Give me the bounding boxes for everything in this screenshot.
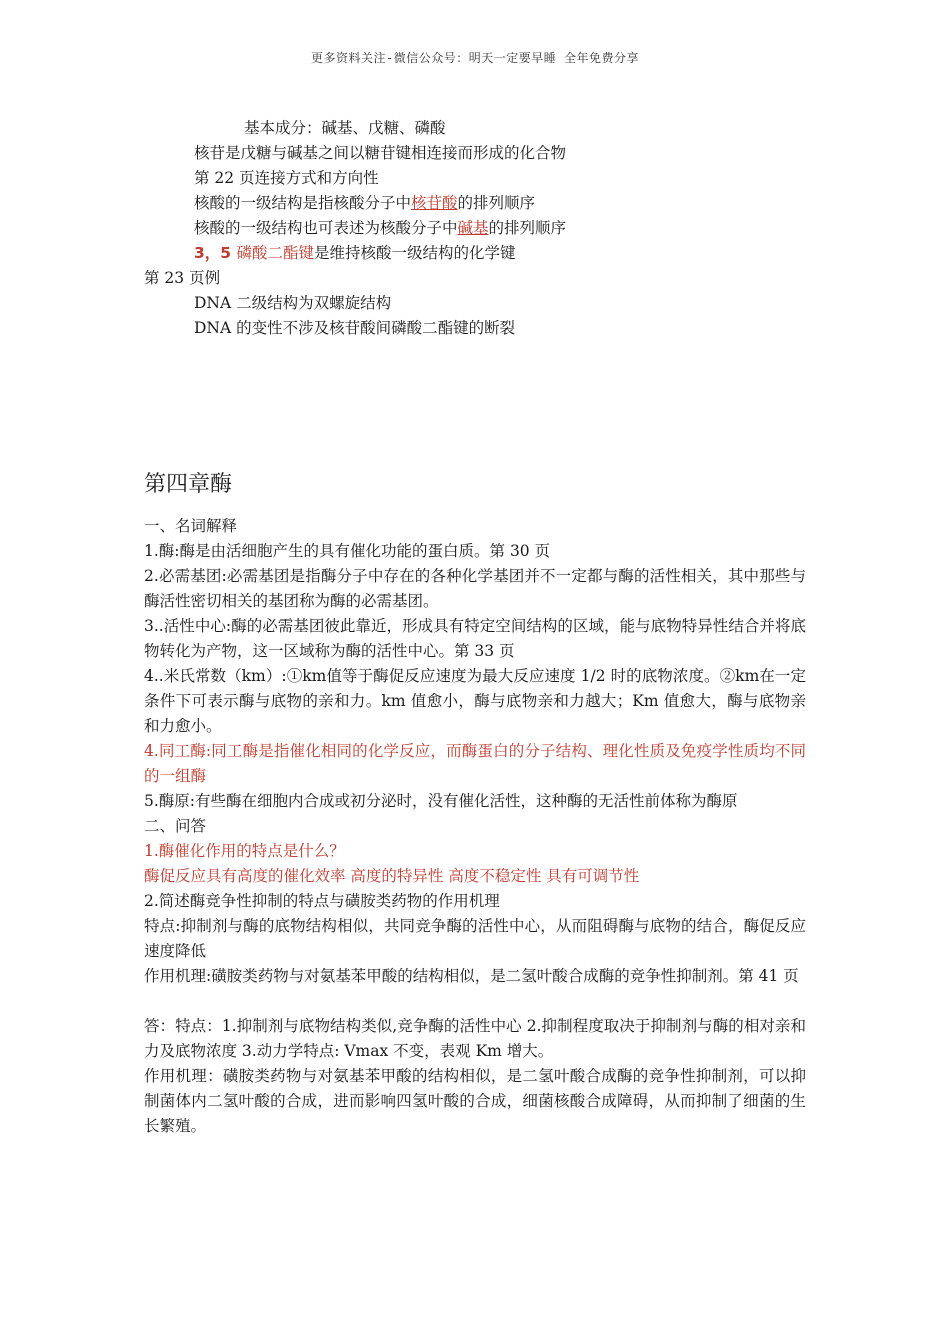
chapter-title: 第四章酶 (144, 472, 233, 497)
text-line (194, 241, 516, 265)
paragraph: 4..米氏常数（km）:①km值等于酶促反应速度为最大反应速度 1/2 时的底物浓度。②km在一定条件下可表示酶与底物的亲和力。km 值愈小，酶与底物亲和力越大；Km 值愈大，酶与底物亲和力愈小。 (144, 667, 806, 735)
page-header: 更多资料关注-微信公众号：明天一定要早睡 全年免费分享 (311, 51, 639, 65)
paragraph: 作用机理：磺胺类药物与对氨基苯甲酸的结构相似，是二氢叶酸合成酶的竞争性抑制剂，可以抑制菌体内二氢叶酸的合成，进而影响四氢叶酸的合成，细菌核酸合成障碍，从而抑制了细菌的生长繁殖。 (144, 1067, 806, 1135)
answer-highlight: 酶促反应具有高度的催化效率 高度的特异性 高度不稳定性 具有可调节性 (144, 867, 640, 885)
text-line (194, 216, 566, 240)
text-line: 基本成分：碱基、戊糖、磷酸 (244, 119, 446, 137)
text-line: DNA 二级结构为双螺旋结构 (194, 294, 392, 312)
paragraph: 答：特点：1.抑制剂与底物结构类似,竞争酶的活性中心 2.抑制程度取决于抑制剂与酶的相对亲和力及底物浓度 3.动力学特点: Vmax 不变，表观 Km 增大。 (144, 1017, 806, 1060)
paragraph: 3..活性中心:酶的必需基团彼此靠近，形成具有特定空间结构的区域，能与底物特异性结合并将底物转化为产物，这一区域称为酶的活性中心。第 33 页 (144, 617, 806, 660)
question: 2.简述酶竞争性抑制的特点与磺胺类药物的作用机理 (144, 892, 500, 910)
text-span: 的排列顺序 (457, 194, 536, 212)
text-span: 是维持核酸一级结构的化学键 (313, 244, 516, 262)
paragraph: 2.必需基团:必需基团是指酶分子中存在的各种化学基团并不一定都与酶的活性相关，其中那些与酶活性密切相关的基团称为酶的必需基团。 (144, 567, 806, 610)
text-line: 第 23 页例 (144, 269, 221, 287)
text-span: 核酸的一级结构也可表述为核酸分子中 (194, 219, 458, 237)
highlight-term: 核苷酸 (411, 194, 458, 212)
text-line: 核苷是戊糖与碱基之间以糖苷键相连接而形成的化合物 (194, 144, 567, 162)
section-title: 二、问答 (144, 817, 207, 835)
highlight-term: 磷酸二酯键 (236, 244, 314, 262)
question-highlight: 1.酶催化作用的特点是什么？ (144, 842, 345, 860)
paragraph: 作用机理:磺胺类药物与对氨基苯甲酸的结构相似，是二氢叶酸合成酶的竞争性抑制剂。第 41 页 (144, 967, 799, 985)
paragraph: 1.酶:酶是由活细胞产生的具有催化功能的蛋白质。第 30 页 (144, 542, 551, 560)
paragraph: 5.酶原:有些酶在细胞内合成或初分泌时，没有催化活性，这种酶的无活性前体称为酶原 (144, 792, 738, 810)
text-span: 核酸的一级结构是指核酸分子中 (194, 194, 412, 212)
highlight-term: 碱基 (457, 219, 489, 237)
section-title: 一、名词解释 (144, 517, 238, 535)
text-line (194, 191, 535, 215)
paragraph: 特点:抑制剂与酶的底物结构相似，共同竞争酶的活性中心，从而阻碍酶与底物的结合，酶促反应速度降低 (144, 917, 806, 960)
paragraph-highlight: 4.同工酶:同工酶是指催化相同的化学反应，而酶蛋白的分子结构、理化性质及免疫学性质均不同的一组酶 (144, 742, 806, 785)
text-line: 第 22 页连接方式和方向性 (194, 169, 379, 187)
text-span: 的排列顺序 (488, 219, 567, 237)
text-line: DNA 的变性不涉及核苷酸间磷酸二酯键的断裂 (194, 319, 516, 337)
highlight-number: 3，5 (194, 244, 237, 262)
